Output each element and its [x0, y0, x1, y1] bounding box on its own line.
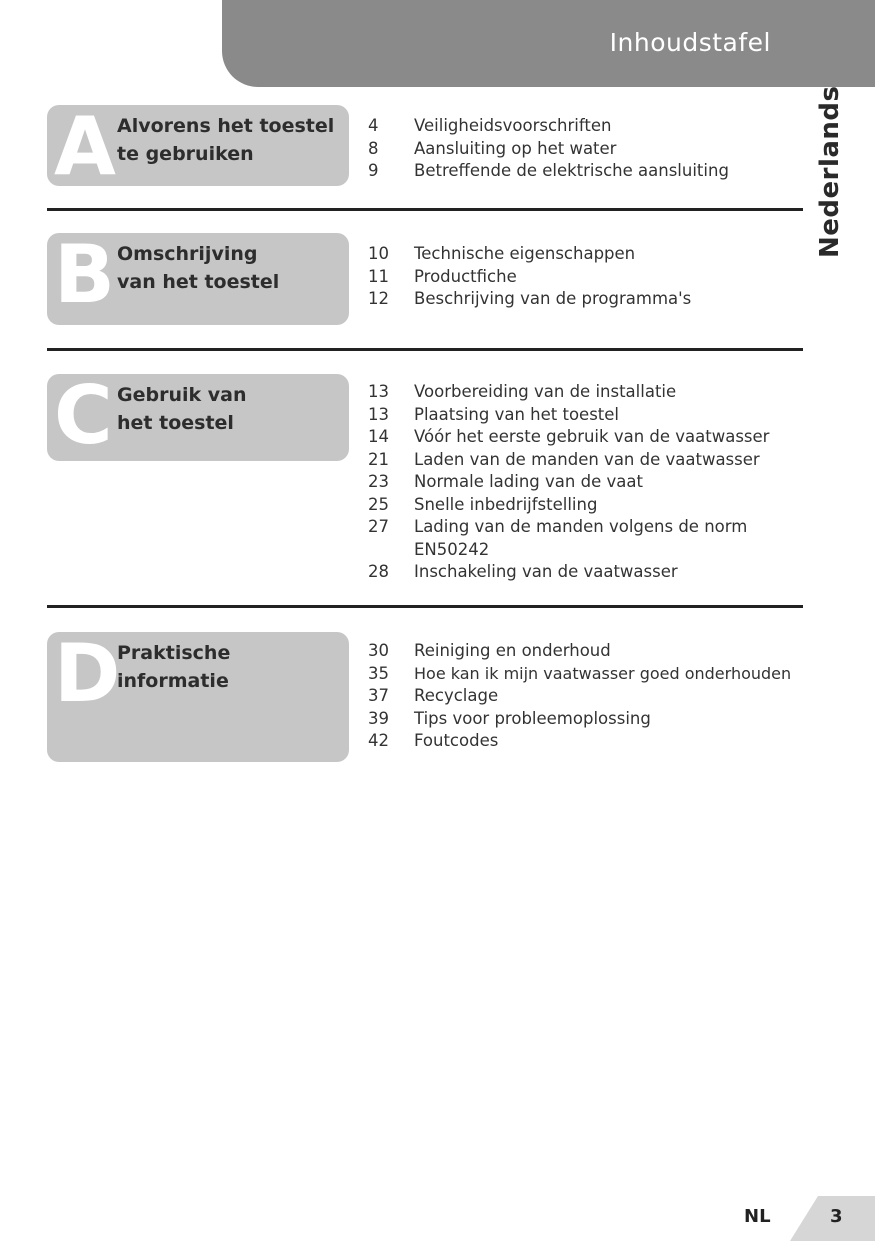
toc-entry[interactable] [368, 471, 808, 494]
toc-entry[interactable] [368, 381, 808, 404]
toc-entry[interactable] [368, 516, 808, 539]
entry-page-number: 12 [368, 289, 389, 308]
toc-entry[interactable] [368, 266, 808, 289]
entry-page-number [368, 539, 414, 562]
section-title-line: Omschrijving [117, 243, 258, 265]
toc-entry[interactable] [368, 243, 808, 266]
toc-entry-list [368, 243, 808, 311]
section-title-line: het toestel [117, 412, 234, 434]
section-title [117, 639, 347, 695]
entry-page-number: 25 [368, 494, 389, 514]
entry-page-number: 14 [368, 427, 389, 446]
entry-title: Productfiche [414, 266, 517, 286]
entry-page-number: 9 [368, 161, 379, 180]
entry-title: Veiligheidsvoorschriften [414, 116, 612, 135]
entry-title: Technische eigenschappen [414, 244, 636, 263]
toc-entry[interactable] [368, 685, 808, 708]
page-number: 3 [830, 1206, 843, 1227]
toc-entry[interactable] [368, 561, 808, 584]
toc-entry-list [368, 640, 808, 753]
section-title-line: te gebruiken [117, 143, 254, 165]
toc-entry[interactable] [368, 730, 808, 753]
entry-title: Beschrijving van de programma's [414, 289, 692, 308]
entry-title: Vóór het eerste gebruik van de vaatwasser [414, 427, 770, 446]
toc-entry[interactable] [368, 115, 808, 138]
section-title-line: Praktische [117, 642, 231, 664]
toc-entry[interactable] [368, 426, 808, 449]
footer-language-code: NL [744, 1206, 771, 1227]
entry-title: Voorbereiding van de installatie [414, 382, 677, 401]
section-letter: C [54, 374, 113, 461]
section-letter: A [54, 105, 116, 186]
section-letter: D [54, 632, 121, 720]
toc-entry[interactable] [368, 640, 808, 663]
entry-page-number: 37 [368, 686, 389, 705]
section-title [117, 240, 347, 296]
section-divider [47, 208, 803, 211]
entry-title: Inschakeling van de vaatwasser [414, 562, 678, 581]
toc-entry[interactable] [368, 138, 808, 161]
entry-page-number: 11 [368, 266, 389, 286]
toc-entry[interactable] [368, 708, 808, 731]
entry-page-number: 13 [368, 382, 389, 401]
toc-entry-list [368, 381, 808, 584]
section-badge [47, 105, 349, 186]
entry-page-number: 21 [368, 449, 389, 469]
entry-title: Foutcodes [414, 731, 499, 750]
section-badge [47, 374, 349, 461]
language-tab-label: Nederlands [815, 85, 845, 258]
entry-page-number: 28 [368, 562, 389, 581]
section-title [117, 112, 347, 168]
entry-title: Aansluiting op het water [414, 138, 617, 158]
section-title-line: Alvorens het toestel [117, 115, 335, 137]
entry-page-number: 13 [368, 404, 389, 424]
entry-title: Normale lading van de vaat [414, 472, 643, 491]
entry-title: EN50242 [414, 539, 490, 559]
section-letter: B [54, 233, 115, 321]
entry-page-number: 27 [368, 517, 389, 536]
toc-entry-continuation[interactable] [368, 539, 808, 562]
entry-page-number: 8 [368, 138, 379, 158]
entry-page-number: 10 [368, 244, 389, 263]
page-title: Inhoudstafel [609, 28, 771, 57]
entry-title: Recyclage [414, 686, 499, 705]
entry-page-number: 30 [368, 641, 389, 660]
entry-title: Tips voor probleemoplossing [414, 708, 651, 728]
toc-entry[interactable] [368, 288, 808, 311]
entry-title: Lading van de manden volgens de norm [414, 517, 748, 536]
entry-page-number: 39 [368, 708, 389, 728]
toc-entry[interactable] [368, 449, 808, 472]
toc-entry[interactable] [368, 663, 808, 686]
toc-entry[interactable] [368, 494, 808, 517]
entry-title: Laden van de manden van de vaatwasser [414, 449, 760, 469]
section-divider [47, 605, 803, 608]
entry-page-number: 23 [368, 472, 389, 491]
entry-title: Snelle inbedrijfstelling [414, 494, 598, 514]
toc-entry-list [368, 115, 808, 183]
section-title-line: van het toestel [117, 271, 280, 293]
entry-title: Plaatsing van het toestel [414, 404, 620, 424]
toc-entry[interactable] [368, 404, 808, 427]
toc-entry[interactable] [368, 160, 808, 183]
entry-page-number: 35 [368, 663, 389, 683]
section-title-line: informatie [117, 670, 229, 692]
header-tab [222, 0, 875, 87]
entry-title: Betreffende de elektrische aansluiting [414, 161, 729, 180]
entry-title: Hoe kan ik mijn vaatwasser goed onderhouden [414, 663, 792, 683]
section-badge [47, 632, 349, 762]
entry-page-number: 42 [368, 731, 389, 750]
section-title-line: Gebruik van [117, 384, 247, 406]
entry-title: Reiniging en onderhoud [414, 641, 611, 660]
section-badge [47, 233, 349, 325]
section-divider [47, 348, 803, 351]
section-title [117, 381, 347, 437]
entry-page-number: 4 [368, 116, 379, 135]
